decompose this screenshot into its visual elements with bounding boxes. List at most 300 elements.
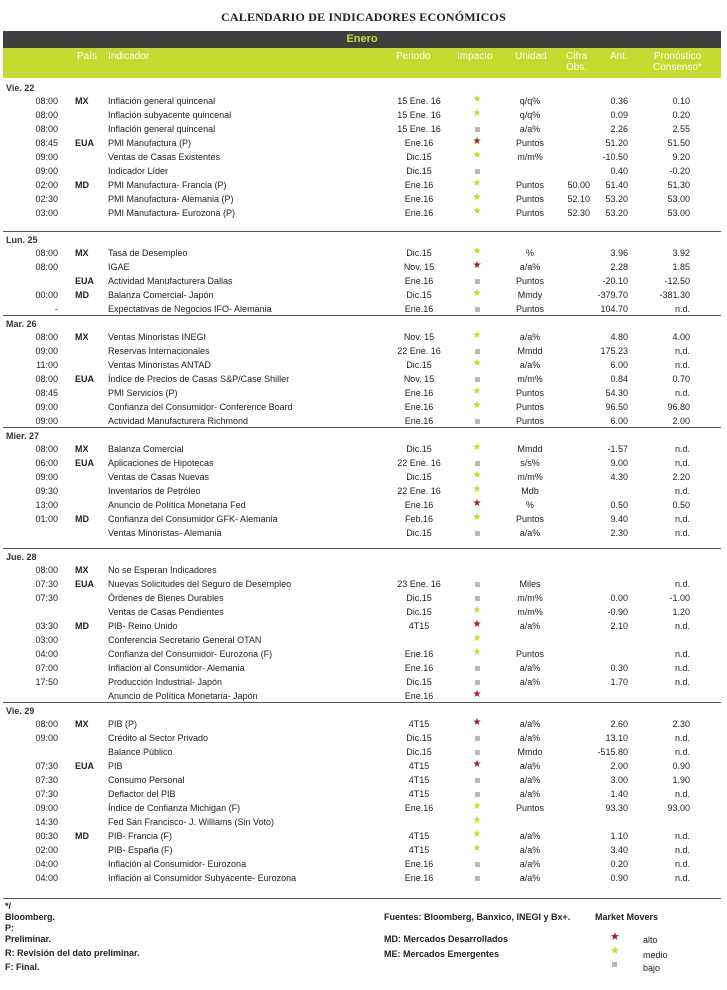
cell-previous: 104.70 [600, 304, 628, 314]
star-icon-green: ★ [472, 94, 482, 105]
cell-forecast: n.d. [674, 304, 690, 314]
day-label: Jue. 28 [6, 552, 37, 562]
cell-indicator: Ventas Minoristas ANTAD [108, 360, 211, 370]
cell-unit: q/q% [519, 96, 541, 106]
cell-time: 08:00 [35, 444, 58, 454]
cell-indicator: Ventas de Casas Existentes [108, 152, 221, 162]
cell-forecast: 1.90 [672, 775, 690, 785]
table-row [0, 633, 727, 647]
cell-indicator: Inventarios de Petróleo [108, 486, 201, 496]
table-row [0, 773, 727, 787]
star-icon-red: ★ [472, 619, 482, 630]
cell-indicator: Actividad Manufacturera Dallas [108, 276, 233, 286]
cell-period: 4T15 [408, 831, 430, 841]
cell-country: MD [75, 514, 89, 524]
cell-impact [470, 677, 484, 687]
cell-previous: 2.28 [610, 262, 628, 272]
cell-period: 22 Ene. 16 [397, 486, 441, 496]
cell-impact [470, 304, 484, 314]
cell-indicator: IGAE [108, 262, 130, 272]
table-row [0, 260, 727, 274]
legend-bajo: bajo [643, 963, 661, 973]
star-icon-green: ★ [472, 484, 482, 495]
day-label: Vie. 29 [6, 706, 35, 716]
cell-unit: Puntos [515, 388, 545, 398]
cell-previous: 51.20 [605, 138, 628, 148]
table-row [0, 745, 727, 759]
legend-medio: medio [643, 950, 668, 960]
cell-previous: 9.40 [610, 514, 628, 524]
cell-indicator: Ventas Minoristas INEGI [108, 332, 207, 342]
star-icon-green: ★ [472, 386, 482, 397]
cell-period: Ene.16 [404, 803, 434, 813]
footer-brand: Market Movers [595, 912, 659, 922]
cell-time: 07:00 [35, 663, 58, 673]
cell-forecast: -12.50 [664, 276, 690, 286]
header-indicador: Indicador [108, 51, 150, 62]
cell-impact [470, 789, 484, 799]
cell-time: 06:00 [35, 458, 58, 468]
cell-forecast: 2.55 [672, 124, 690, 134]
star-icon-green: ★ [610, 945, 620, 957]
cell-unit: Puntos [515, 276, 545, 286]
cell-period: Ene.16 [404, 416, 434, 426]
cell-period: Ene.16 [404, 663, 434, 673]
day-label: Mier. 27 [6, 431, 40, 441]
table-row [0, 122, 727, 136]
cell-unit: Puntos [515, 402, 545, 412]
table-row [0, 414, 727, 428]
star-icon-red: ★ [472, 260, 482, 271]
cell-unit: Puntos [515, 803, 545, 813]
table-row [0, 302, 727, 316]
cell-time: 07:30 [35, 593, 58, 603]
cell-time: 09:00 [35, 733, 58, 743]
cell-unit: m/m% [517, 472, 543, 482]
cell-period: 15 Ene. 16 [397, 110, 441, 120]
header-pronostico-2: Consenso* [653, 62, 702, 73]
cell-time: 00:30 [35, 831, 58, 841]
cell-unit: a/a% [519, 873, 541, 883]
cell-forecast: n.d. [674, 388, 690, 398]
cell-unit: q/q% [519, 110, 541, 120]
cell-forecast: n.d. [674, 649, 690, 659]
note-p: P: [5, 923, 14, 933]
cell-forecast: n.d. [674, 346, 690, 356]
table-row [0, 136, 727, 150]
cell-time: 09:00 [35, 472, 58, 482]
note-asterisk: */ [5, 901, 12, 911]
cell-period: 4T15 [408, 621, 430, 631]
cell-period: Nov. 15 [403, 332, 435, 342]
cell-previous: 4.80 [610, 332, 628, 342]
header-cifra-2: Obs. [566, 62, 588, 73]
cell-unit: Puntos [515, 194, 545, 204]
cell-time: 08:00 [35, 110, 58, 120]
cell-forecast: 0.70 [672, 374, 690, 384]
square-icon-gray [475, 169, 480, 174]
table-row [0, 661, 727, 675]
cell-country: MX [75, 96, 89, 106]
cell-previous: 0.50 [610, 500, 628, 510]
cell-unit: m/m% [517, 607, 543, 617]
cell-indicator: Inflación general quincenal [108, 96, 216, 106]
cell-indicator: PMI Manufactura (P) [108, 138, 192, 148]
cell-previous: -10.50 [602, 152, 628, 162]
month-banner: Enero [3, 31, 721, 48]
table-row [0, 512, 727, 526]
cell-forecast: n.d. [674, 859, 690, 869]
cell-time: 08:00 [35, 719, 58, 729]
cell-country: EUA [75, 761, 95, 771]
table-row [0, 456, 727, 470]
star-icon-red: ★ [472, 689, 482, 700]
table-row [0, 498, 727, 512]
cell-indicator: Nuevas Solicitudes del Seguro de Desempleo [108, 579, 292, 589]
square-icon-gray [475, 377, 480, 382]
table-row [0, 871, 727, 885]
cell-time: 07:30 [35, 775, 58, 785]
header-impacto: Impacto [457, 51, 493, 62]
cell-period: Nov. 15 [403, 374, 435, 384]
table-row [0, 619, 727, 633]
cell-time: 17:50 [35, 677, 58, 687]
cell-time: 00:00 [35, 290, 58, 300]
cell-period: Dic.15 [406, 360, 432, 370]
cell-period: Dic.15 [406, 444, 432, 454]
day-label: Mar. 26 [6, 319, 37, 329]
cell-time: 08:00 [35, 262, 58, 272]
cell-unit: a/a% [519, 761, 541, 771]
cell-previous: 0.00 [610, 593, 628, 603]
header-ant: Ant. [610, 51, 628, 62]
cell-unit: a/a% [519, 124, 541, 134]
cell-previous: 2.26 [610, 124, 628, 134]
cell-forecast: 4.00 [672, 332, 690, 342]
cell-impact [470, 663, 484, 673]
cell-time: 09:00 [35, 166, 58, 176]
cell-previous: 2.10 [610, 621, 628, 631]
cell-previous: 1.40 [610, 789, 628, 799]
cell-time: 03:30 [35, 621, 58, 631]
cell-period: 23 Ene. 16 [397, 579, 441, 589]
table-row [0, 591, 727, 605]
cell-previous: 6.00 [610, 416, 628, 426]
cell-time: 02:00 [35, 845, 58, 855]
cell-forecast: n.d. [674, 663, 690, 673]
table-header [3, 48, 721, 78]
star-icon-red: ★ [472, 498, 482, 509]
star-icon-green: ★ [472, 470, 482, 481]
footer-md: MD: Mercados Desarrollados [384, 934, 509, 944]
star-icon-green: ★ [472, 358, 482, 369]
cell-previous: 2.30 [610, 528, 628, 538]
cell-forecast: 53.00 [667, 208, 690, 218]
cell-indicator: Órdenes de Bienes Durables [108, 593, 224, 603]
note-preliminar: Preliminar. [5, 934, 52, 944]
page-title: CALENDARIO DE INDICADORES ECONÓMICOS [221, 10, 506, 24]
cell-forecast: 51.50 [667, 138, 690, 148]
cell-country: MX [75, 248, 89, 258]
cell-forecast: n.d. [674, 360, 690, 370]
day-divider [3, 548, 721, 549]
cell-time: 09:00 [35, 416, 58, 426]
cell-period: Dic.15 [406, 677, 432, 687]
square-icon-gray [475, 419, 480, 424]
cell-impact [470, 747, 484, 757]
cell-time: - [55, 304, 58, 314]
cell-observed: 52.10 [567, 194, 590, 204]
table-row [0, 178, 727, 192]
table-row [0, 675, 727, 689]
star-icon-green: ★ [472, 829, 482, 840]
cell-impact [470, 346, 484, 356]
cell-previous: 1.70 [610, 677, 628, 687]
cell-forecast: 2.20 [672, 472, 690, 482]
cell-forecast: 53.00 [667, 194, 690, 204]
cell-previous: 0.20 [610, 859, 628, 869]
table-row [0, 829, 727, 843]
cell-previous: -0.90 [607, 607, 628, 617]
footer-sources: Fuentes: Bloomberg, Banxico, INEGI y Bx+. [384, 912, 571, 922]
table-row [0, 759, 727, 773]
cell-forecast: -0.20 [669, 166, 690, 176]
cell-period: Dic.15 [406, 472, 432, 482]
cell-forecast: n.d. [674, 486, 690, 496]
cell-time: 03:00 [35, 208, 58, 218]
day-divider [3, 315, 721, 316]
cell-indicator: Inflación subyacente quincenal [108, 110, 232, 120]
cell-unit: Mdb [521, 486, 539, 496]
cell-time: 01:00 [35, 514, 58, 524]
square-icon-gray [475, 666, 480, 671]
header-periodo: Periodo [396, 51, 431, 62]
cell-unit: a/a% [519, 859, 541, 869]
cell-unit: Miles [519, 579, 541, 589]
table-row [0, 717, 727, 731]
cell-period: Dic.15 [406, 528, 432, 538]
cell-previous: 2.60 [610, 719, 628, 729]
star-icon-green: ★ [472, 246, 482, 257]
cell-period: 4T15 [408, 719, 430, 729]
cell-indicator: Inflación al Consumidor- Alemania [108, 663, 245, 673]
cell-unit: % [525, 248, 534, 258]
cell-period: Dic.15 [406, 290, 432, 300]
cell-time: 08:45 [35, 138, 58, 148]
cell-previous: 9.00 [610, 458, 628, 468]
cell-indicator: Inflación al Consumidor- Eurozona [108, 859, 247, 869]
note-final: F: Final. [5, 962, 40, 972]
cell-indicator: PMI Manufactura- Eurozona (P) [108, 208, 236, 218]
cell-forecast: 0.20 [672, 110, 690, 120]
header-unidad: Unidad [515, 51, 547, 62]
cell-period: Ene.16 [404, 194, 434, 204]
footer-divider [3, 898, 721, 899]
square-icon-gray [475, 349, 480, 354]
star-icon-red: ★ [472, 759, 482, 770]
cell-forecast: n.d. [674, 845, 690, 855]
table-row [0, 94, 727, 108]
cell-time: 04:00 [35, 873, 58, 883]
cell-impact [470, 458, 484, 468]
cell-indicator: Indicador Líder [108, 166, 169, 176]
table-row [0, 288, 727, 302]
cell-time: 08:00 [35, 565, 58, 575]
square-icon-gray [475, 582, 480, 587]
cell-period: 22 Ene. 16 [397, 346, 441, 356]
cell-indicator: Fed San Francisco- J. Williams (Sin Voto) [108, 817, 275, 827]
cell-forecast: n.d. [674, 458, 690, 468]
cell-indicator: Inflación general quincenal [108, 124, 216, 134]
cell-country: MD [75, 621, 89, 631]
header-pais: País [77, 51, 98, 62]
header-pronostico-1: Pronóstico [653, 51, 702, 62]
table-row [0, 787, 727, 801]
day-label: Lun. 25 [6, 235, 38, 245]
table-row [0, 164, 727, 178]
cell-period: Ene.16 [404, 180, 434, 190]
cell-previous: 3.96 [610, 248, 628, 258]
cell-period: Ene.16 [404, 500, 434, 510]
cell-unit: a/a% [519, 719, 541, 729]
cell-country: MX [75, 444, 89, 454]
square-icon-gray [475, 792, 480, 797]
square-icon-gray [475, 736, 480, 741]
cell-indicator: Crédito al Sector Privado [108, 733, 209, 743]
cell-indicator: Balanza Comercial- Japón [108, 290, 214, 300]
table-row [0, 731, 727, 745]
cell-time: 13:00 [35, 500, 58, 510]
day-divider [3, 702, 721, 703]
cell-impact [470, 733, 484, 743]
cell-unit: Puntos [515, 208, 545, 218]
cell-indicator: PMI Manufactura- Francia (P) [108, 180, 227, 190]
cell-previous: 0.40 [610, 166, 628, 176]
table-row [0, 372, 727, 386]
cell-forecast: n.d. [674, 733, 690, 743]
cell-forecast: n.d. [674, 747, 690, 757]
cell-period: 15 Ene. 16 [397, 96, 441, 106]
cell-period: 4T15 [408, 761, 430, 771]
legend-alto: alto [643, 935, 658, 945]
square-icon-gray [475, 876, 480, 881]
cell-forecast: 0.10 [672, 96, 690, 106]
cell-indicator: Ventas de Casas Nuevas [108, 472, 210, 482]
cell-unit: % [525, 500, 534, 510]
star-icon-green: ★ [472, 843, 482, 854]
cell-time: 04:00 [35, 649, 58, 659]
square-icon-gray [475, 127, 480, 132]
cell-indicator: Deflactor del PIB [108, 789, 176, 799]
cell-unit: Mmdd [517, 346, 543, 356]
cell-forecast: n.d. [674, 621, 690, 631]
table-row [0, 108, 727, 122]
cell-period: Dic.15 [406, 166, 432, 176]
star-icon-red: ★ [610, 931, 620, 943]
star-icon-green: ★ [472, 633, 482, 644]
cell-time: 09:00 [35, 346, 58, 356]
cell-time: 14:30 [35, 817, 58, 827]
cell-indicator: Ventas de Casas Pendientes [108, 607, 224, 617]
cell-country: EUA [75, 138, 95, 148]
table-row [0, 150, 727, 164]
cell-indicator: Ventas Minoristas- Alemania [108, 528, 222, 538]
cell-previous: -1.57 [607, 444, 628, 454]
cell-time: 08:00 [35, 248, 58, 258]
star-icon-green: ★ [472, 330, 482, 341]
cell-country: MD [75, 831, 89, 841]
cell-impact [470, 775, 484, 785]
cell-forecast: n.d. [674, 831, 690, 841]
note-bloomberg: Bloomberg. [5, 912, 56, 922]
cell-previous: 0.09 [610, 110, 628, 120]
cell-impact [470, 416, 484, 426]
cell-unit: a/a% [519, 528, 541, 538]
cell-unit: a/a% [519, 677, 541, 687]
cell-observed: 50.00 [567, 180, 590, 190]
day-divider [3, 427, 721, 428]
cell-forecast: -381.30 [659, 290, 690, 300]
cell-forecast: 2.30 [672, 719, 690, 729]
star-icon-green: ★ [472, 400, 482, 411]
cell-period: Feb.16 [404, 514, 434, 524]
cell-period: 4T15 [408, 789, 430, 799]
table-row [0, 801, 727, 815]
cell-unit: a/a% [519, 360, 541, 370]
star-icon-green: ★ [472, 647, 482, 658]
cell-indicator: PIB- Francia (F) [108, 831, 173, 841]
cell-previous: 0.84 [610, 374, 628, 384]
cell-indicator: PIB- Reino Unido [108, 621, 178, 631]
cell-unit: a/a% [519, 831, 541, 841]
table-row [0, 400, 727, 414]
day-divider [3, 231, 721, 232]
cell-indicator: No se Esperan Indicadores [108, 565, 217, 575]
cell-unit: Puntos [515, 649, 545, 659]
cell-previous: 1.10 [610, 831, 628, 841]
cell-period: Ene.16 [404, 304, 434, 314]
cell-time: 03:00 [35, 635, 58, 645]
cell-unit: Puntos [515, 180, 545, 190]
cell-period: 22 Ene. 16 [397, 458, 441, 468]
table-row [0, 843, 727, 857]
star-icon-red: ★ [472, 717, 482, 728]
cell-impact [470, 124, 484, 134]
table-row [0, 274, 727, 288]
note-revision: R: Revisión del dato preliminar. [5, 948, 140, 958]
cell-indicator: Balanza Comercial [108, 444, 184, 454]
cell-indicator: Actividad Manufacturera Richmond [108, 416, 249, 426]
star-icon-green: ★ [472, 206, 482, 217]
cell-unit: Puntos [515, 416, 545, 426]
square-icon-gray [475, 862, 480, 867]
table-row [0, 470, 727, 484]
cell-forecast: 96.80 [667, 402, 690, 412]
cell-indicator: Conferencia Secretario General OTAN [108, 635, 262, 645]
cell-impact [470, 166, 484, 176]
square-icon-gray [612, 962, 617, 967]
cell-period: 15 Ene. 16 [397, 124, 441, 134]
cell-previous: 3.00 [610, 775, 628, 785]
cell-forecast: n.d. [674, 514, 690, 524]
cell-period: Dic.15 [406, 733, 432, 743]
star-icon-green: ★ [472, 288, 482, 299]
cell-country: MX [75, 565, 89, 575]
cell-forecast: n.d. [674, 789, 690, 799]
star-icon-red: ★ [472, 136, 482, 147]
cell-time: 09:30 [35, 486, 58, 496]
cell-time: 09:00 [35, 402, 58, 412]
